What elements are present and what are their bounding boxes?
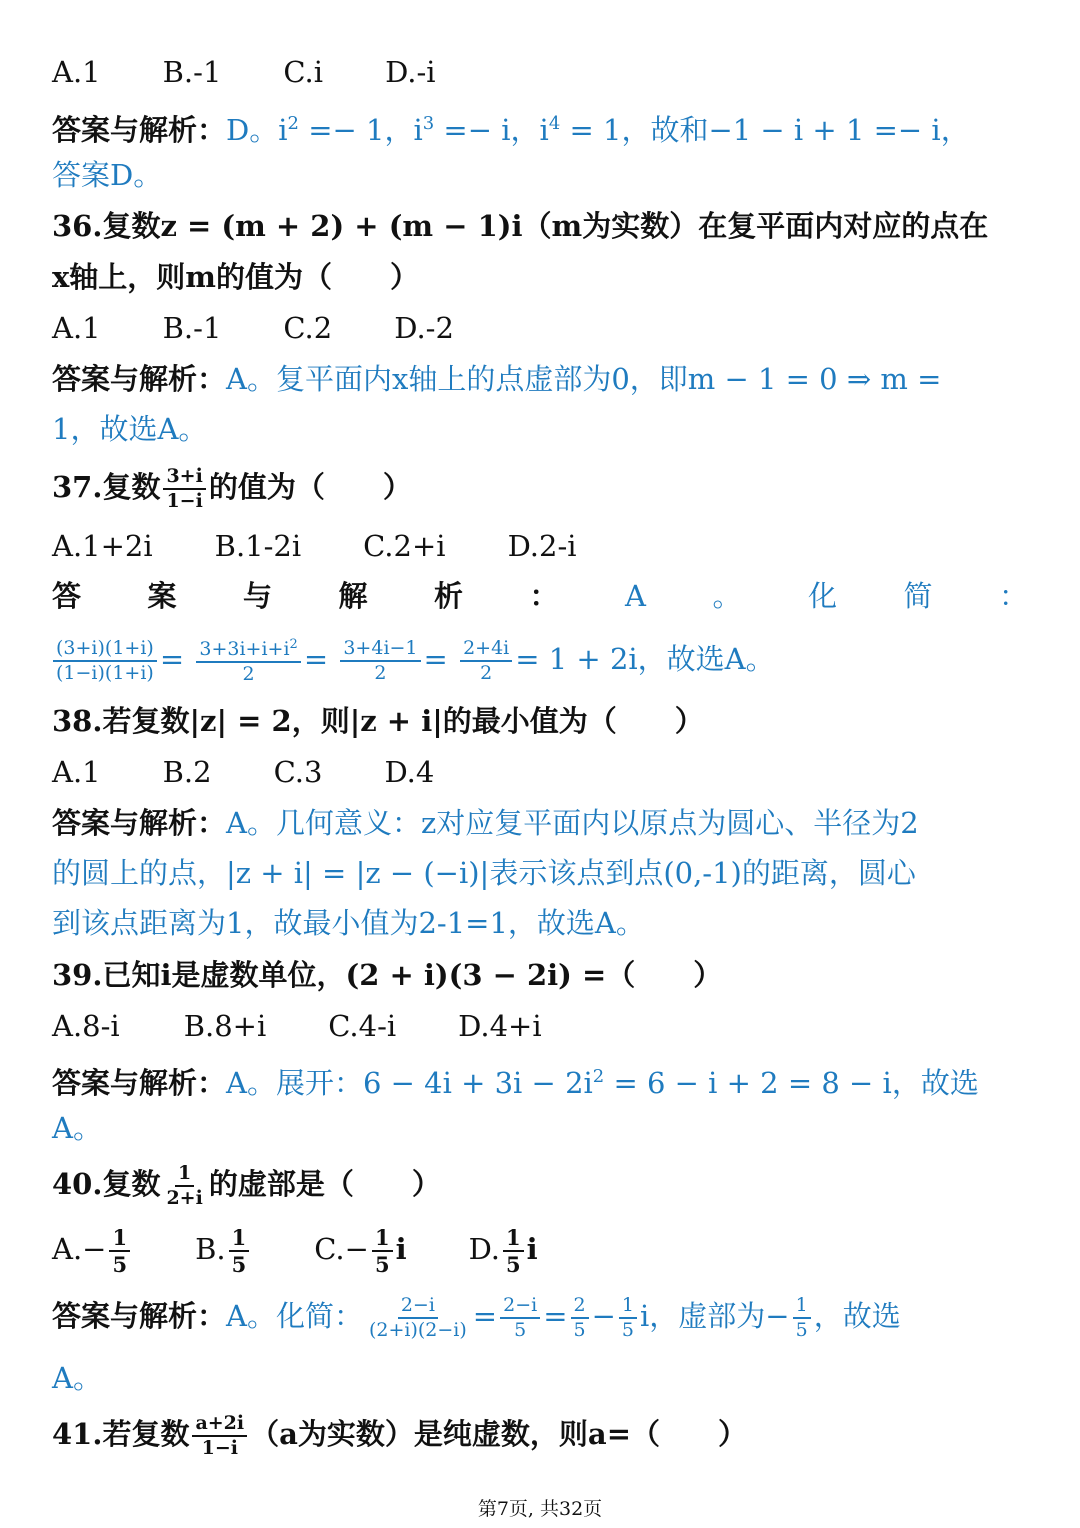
- page-footer: 第7页, 共32页: [477, 1498, 603, 1520]
- fraction: $\frac{1}{5}$: [109, 1227, 130, 1275]
- answer-label: 答案与解析：: [52, 806, 227, 840]
- option-d: D. $\frac{1}{5}$ i: [468, 1225, 538, 1277]
- answer-label: 答案与解析：: [52, 1066, 227, 1100]
- fraction: $\frac{3+3i+i+i^2}{2}$: [196, 638, 300, 684]
- fraction: $\frac{a+2i}{1-i}$: [192, 1414, 247, 1458]
- answer-text: A。复平面内x轴上的点虚部为0，即m − 1 = 0 ⇒ m =: [226, 362, 942, 396]
- option-b: B.-1: [162, 311, 222, 345]
- answer-label: 答案与解析：: [52, 1299, 227, 1333]
- q36-answer-line-2: 1，故选A。: [52, 412, 208, 446]
- option-b: B.2: [162, 755, 212, 789]
- option-a: A.1+2i: [52, 529, 153, 563]
- q37-answer-line-2: $\frac{(3+i)(1+i)}{(1-i)(1+i)}$ = $\frac{3+3i+i+i^2}{2}$ = $\frac{3+4i-1}{2}$ = $\frac{2+4i}{2}$ = 1 + 2i，故选A。: [50, 636, 1028, 684]
- q38-answer-line-1: 答案与解析：A。几何意义：z对应复平面内以原点为圆心、半径为2: [52, 806, 919, 840]
- q40-answer-line-2: A。: [52, 1361, 102, 1395]
- q40-options: [52, 1226, 1028, 1275]
- option-d: D.4: [384, 755, 435, 789]
- option-b: B.8+i: [183, 1009, 267, 1043]
- option-a: A.1: [52, 55, 101, 89]
- q40-question: 40.复数 $\frac{1}{2+i}$ 的虚部是（ ）: [52, 1162, 441, 1209]
- fraction: $\frac{2}{5}$: [571, 1296, 589, 1340]
- q35-options: [52, 52, 1028, 92]
- option-c: C.4-i: [328, 1009, 397, 1043]
- q36-options: [52, 308, 1028, 348]
- q39-question: 39.已知i是虚数单位，(2 + i)(3 − 2i) =（ ）: [52, 958, 723, 992]
- q38-answer-line-3: 到该点距离为1，故最小值为2-1=1，故选A。: [52, 906, 645, 940]
- q38-answer-line-2: 的圆上的点，|z + i| = |z − (−i)|表示该点到点(0,-1)的距离，圆心: [52, 856, 916, 890]
- option-d: D.4+i: [458, 1009, 542, 1043]
- q39-answer-line-1: 答案与解析：A。展开：$6 - 4i + 3i - 2i^2 = 6 - i + 2 = 8 - i$，故选: [52, 1066, 979, 1100]
- fraction: $\frac{2-i}{5}$: [500, 1296, 540, 1340]
- q41-question: 41.若复数 $\frac{a+2i}{1-i}$ （a为实数）是纯虚数，则a=（ ）: [52, 1412, 748, 1459]
- fraction: $\frac{2-i}{(2+i)(2-i)}$: [368, 1294, 467, 1341]
- option-d: D.2-i: [507, 529, 577, 563]
- q40-answer-line-1: 答案与解析：A。化简： $\frac{2-i}{(2+i)(2-i)}$ = $\frac{2-i}{5}$ = $\frac{2}{5}$ − $\frac{1}{5}$ i，虚部为− $\frac{1}{5}$ ，故选: [52, 1294, 901, 1341]
- answer-label: 答案与解析：: [52, 113, 227, 147]
- q38-question: 38.若复数|z| = 2，则|z + i|的最小值为（ ）: [52, 704, 704, 738]
- fraction: $\frac{1}{5}$: [372, 1227, 393, 1275]
- option-c: C.i: [283, 55, 324, 89]
- option-c: C.3: [273, 755, 323, 789]
- fraction: $\frac{3+4i-1}{2}$: [340, 639, 420, 683]
- option-a: A.1: [52, 755, 101, 789]
- option-c: C.2: [283, 311, 333, 345]
- answer-text: D。$i^2 =- 1$，$i^3 =- i$，$i^4 = 1$，故和−1 − i + 1 =− i，: [226, 113, 970, 147]
- option-c: C.2+i: [363, 529, 446, 563]
- q36-question-line-2: x轴上，则m的值为（ ）: [52, 260, 419, 294]
- answer-label: 答案与解析：: [52, 362, 227, 396]
- option-b: B.1-2i: [214, 529, 302, 563]
- q39-answer-line-2: A。: [52, 1111, 102, 1145]
- q39-options: [52, 1006, 1028, 1046]
- fraction: $\frac{3+i}{1-i}$: [163, 467, 205, 511]
- option-d: D.-i: [385, 55, 436, 89]
- q36-answer-line-1: [52, 359, 1028, 399]
- fraction: $\frac{1}{5}$: [229, 1227, 250, 1275]
- q36-question-line-1: 36.复数z = (m + 2) + (m − 1)i（m为实数）在复平面内对应的点在: [52, 209, 989, 243]
- q38-options: [52, 752, 1028, 792]
- fraction: $\frac{1}{5}$: [619, 1296, 637, 1340]
- fraction: $\frac{1}{2+i}$: [166, 1162, 203, 1209]
- option-a: A.− $\frac{1}{5}$: [52, 1226, 133, 1275]
- q37-options: [52, 526, 1028, 566]
- fraction: $\frac{(3+i)(1+i)}{(1-i)(1+i)}$: [53, 639, 157, 683]
- q35-answer-line-2: 答案D。: [52, 158, 163, 192]
- option-d: D.-2: [394, 311, 454, 345]
- option-b: B. $\frac{1}{5}$: [195, 1226, 252, 1275]
- q35-answer-line-1: [52, 104, 1028, 150]
- fraction: $\frac{1}{5}$: [503, 1227, 524, 1275]
- option-a: A.8-i: [52, 1009, 120, 1043]
- option-b: B.-1: [162, 55, 222, 89]
- option-a: A.1: [52, 311, 101, 345]
- fraction: $\frac{1}{5}$: [793, 1296, 811, 1340]
- q37-answer-line-1: 答 案 与 解 析 ： A 。 化 简 ：: [52, 579, 1028, 613]
- fraction: $\frac{2+4i}{2}$: [460, 639, 512, 683]
- option-c: C.− $\frac{1}{5}$ i: [314, 1225, 407, 1277]
- q37-question: 37.复数 $\frac{3+i}{1-i}$ 的值为（ ）: [52, 465, 412, 512]
